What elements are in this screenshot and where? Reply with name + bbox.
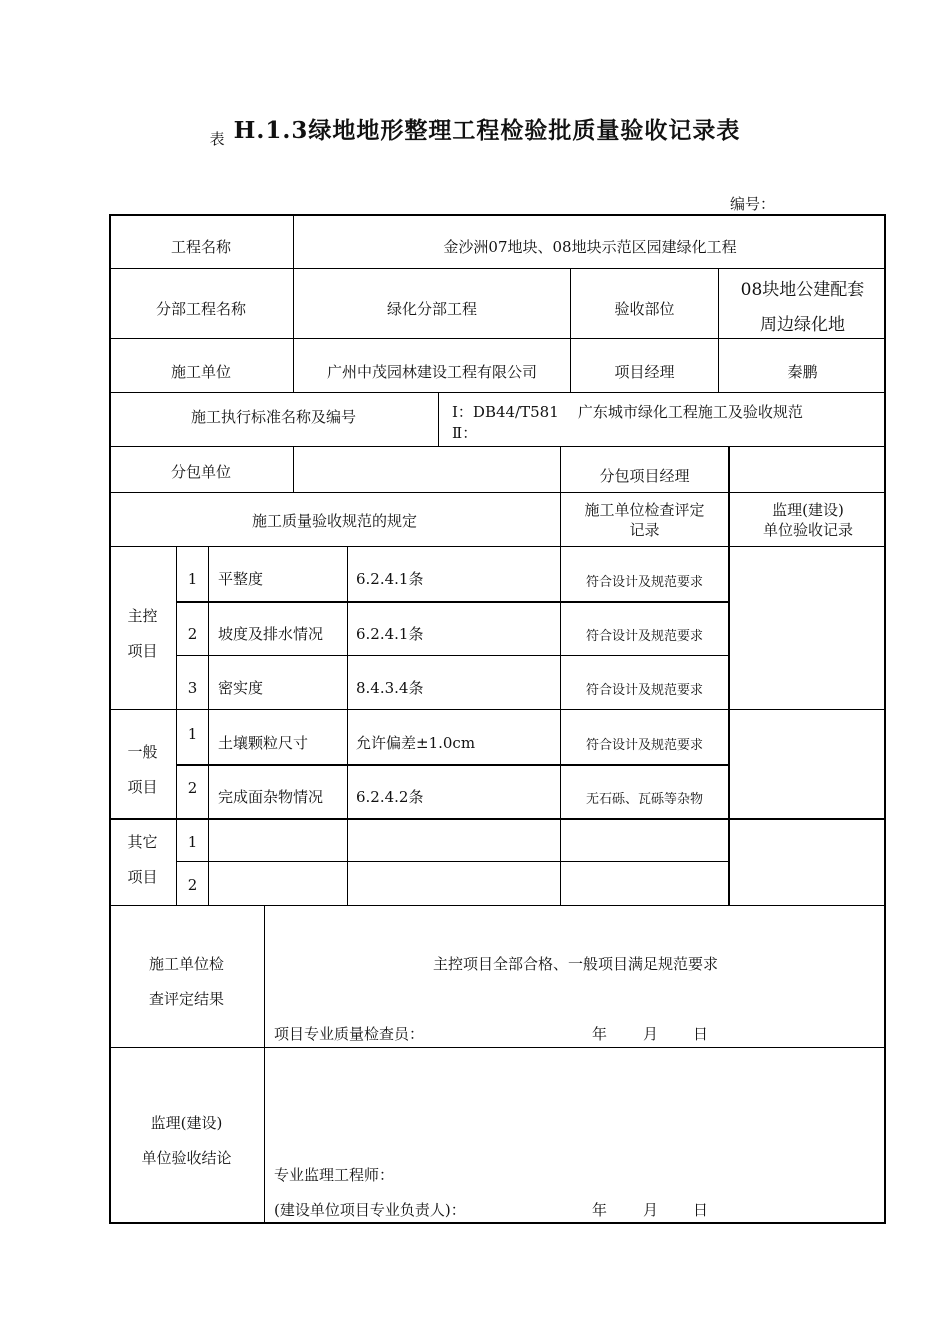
standard-line-2: Ⅱ： <box>452 424 478 442</box>
project-name-value: 金沙洲07地块、08地块示范区园建绿化工程 <box>443 238 737 256</box>
sub-project-label: 分部工程名称 <box>155 300 246 318</box>
standard-label: 施工执行标准名称及编号 <box>190 408 356 426</box>
main-control-label-2: 项目 <box>127 642 158 660</box>
evaluation-label-2: 查评定结果 <box>148 990 224 1008</box>
day-label: 日 <box>693 1201 709 1219</box>
conclusion-label-2: 单位验收结论 <box>141 1149 232 1167</box>
general-label-2: 项目 <box>127 778 158 796</box>
col-divider <box>293 446 294 492</box>
supervision-header-1: 监理(建设) <box>772 501 844 519</box>
month-label: 月 <box>643 1201 659 1219</box>
other-label-1: 其它 <box>127 833 158 851</box>
engineer-label: 专业监理工程师： <box>274 1166 395 1184</box>
acceptance-part-value-2: 周边绿化地 <box>760 315 845 335</box>
row-divider <box>109 709 886 710</box>
item-name: 土壤颗粒尺寸 <box>218 734 309 752</box>
year-label: 年 <box>592 1201 608 1219</box>
item-record: 符合设计及规范要求 <box>585 683 703 698</box>
item-number: 1 <box>187 725 198 743</box>
month-label: 月 <box>643 1025 659 1043</box>
col-divider <box>208 546 209 905</box>
sub-manager-label: 分包项目经理 <box>599 467 690 485</box>
row-divider <box>109 338 886 339</box>
title-prefix: 表 <box>209 130 225 148</box>
item-clause: 6.2.4.2条 <box>356 788 424 806</box>
title-text: H.1.3绿地地形整理工程检验批质量验收记录表 <box>233 117 741 144</box>
row-divider <box>109 492 886 493</box>
row-divider <box>109 392 886 393</box>
evaluation-label-1: 施工单位检 <box>148 955 224 973</box>
row-divider <box>176 764 730 766</box>
subcontractor-label: 分包单位 <box>170 463 231 481</box>
item-name: 完成面杂物情况 <box>218 788 324 806</box>
row-divider <box>109 1047 886 1048</box>
row-divider <box>176 861 730 862</box>
day-label: 日 <box>693 1025 709 1043</box>
item-number: 2 <box>187 625 198 643</box>
constructor-label: 施工单位 <box>170 363 231 381</box>
conclusion-label-1: 监理(建设) <box>150 1114 223 1132</box>
evaluation-result: 主控项目全部合格、一般项目满足规范要求 <box>432 955 718 973</box>
row-divider <box>109 446 886 447</box>
page-title <box>0 112 950 148</box>
acceptance-part-label: 验收部位 <box>614 300 675 318</box>
item-number: 2 <box>187 876 198 894</box>
main-control-label-1: 主控 <box>127 607 158 625</box>
year-label: 年 <box>592 1025 608 1043</box>
manager-label: 项目经理 <box>614 363 675 381</box>
item-clause: 8.4.3.4条 <box>356 679 424 697</box>
item-record: 符合设计及规范要求 <box>585 575 703 590</box>
general-label-1: 一般 <box>127 743 158 761</box>
owner-label: (建设单位项目专业负责人)： <box>274 1201 466 1219</box>
item-record: 符合设计及规范要求 <box>585 629 703 644</box>
row-divider <box>176 655 730 656</box>
row-divider <box>109 268 886 269</box>
inspector-label: 项目专业质量检查员： <box>274 1025 425 1043</box>
item-number: 3 <box>187 679 198 697</box>
other-label-2: 项目 <box>127 868 158 886</box>
supervision-header-2: 单位验收记录 <box>762 521 853 539</box>
item-name: 平整度 <box>218 570 264 588</box>
col-divider <box>438 392 439 446</box>
sub-project-value: 绿化分部工程 <box>386 300 477 318</box>
spec-header: 施工质量验收规范的规定 <box>251 512 417 530</box>
col-divider <box>264 905 265 1224</box>
row-divider <box>176 601 730 603</box>
constructor-value: 广州中茂园林建设工程有限公司 <box>326 363 537 381</box>
check-header-1: 施工单位检查评定 <box>584 501 705 519</box>
project-name-label: 工程名称 <box>170 238 231 256</box>
acceptance-part-value-1: 08块地公建配套 <box>740 280 865 300</box>
number-label: 编号： <box>730 195 776 213</box>
manager-value: 秦鹏 <box>787 363 818 381</box>
col-divider <box>347 546 348 905</box>
item-clause: 6.2.4.1条 <box>356 625 424 643</box>
item-number: 1 <box>187 833 198 851</box>
item-number: 2 <box>187 779 198 797</box>
item-record: 无石砾、瓦砾等杂物 <box>585 792 703 807</box>
item-name: 坡度及排水情况 <box>218 625 324 643</box>
item-clause: 允许偏差±1.0cm <box>356 734 476 752</box>
row-divider <box>109 546 886 547</box>
item-name: 密实度 <box>218 679 264 697</box>
item-record: 符合设计及规范要求 <box>585 738 703 753</box>
row-divider <box>109 905 886 906</box>
item-number: 1 <box>187 570 198 588</box>
standard-line-1: Ⅰ：DB44/T581 广东城市绿化工程施工及验收规范 <box>452 403 803 421</box>
check-header-2: 记录 <box>629 521 660 539</box>
item-clause: 6.2.4.1条 <box>356 570 424 588</box>
row-divider <box>109 818 886 820</box>
